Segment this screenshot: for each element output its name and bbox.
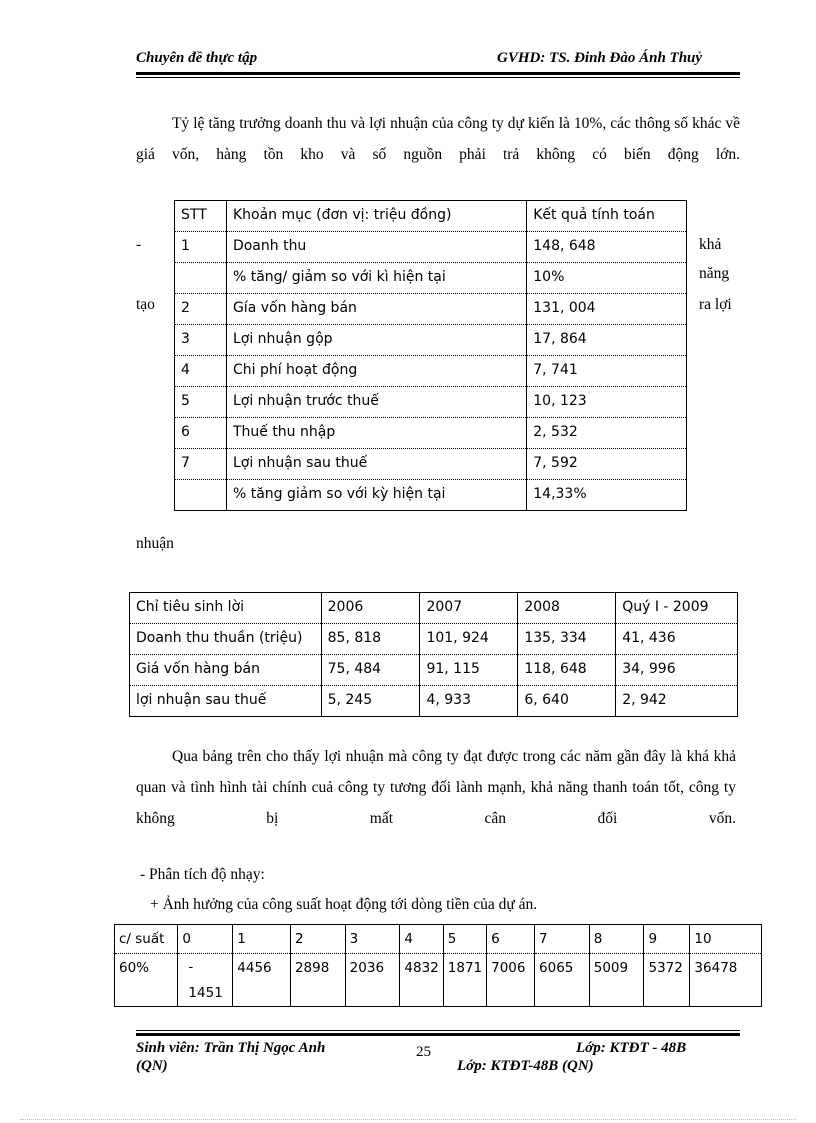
- table-cell: 6065: [535, 954, 590, 1007]
- intro-paragraph: Tỷ lệ tăng trưởng doanh thu và lợi nhuận của công ty dự kiến là 10%, các thông số khác về giá vốn, hàng tồn kho và số nguồn phải trả không có biến động lớn.: [136, 115, 740, 163]
- table-cell: 4, 933: [420, 686, 518, 717]
- table-cell: 41, 436: [616, 624, 738, 655]
- table-cell: 10%: [527, 263, 687, 294]
- table-row: [175, 418, 687, 449]
- table-cell: 7, 592: [527, 449, 687, 480]
- table-cell: 10, 123: [527, 387, 687, 418]
- table-cell: 131, 004: [527, 294, 687, 325]
- table-cell: % tăng/ giảm so với kì hiện tại: [226, 263, 526, 294]
- side-right-1: khả: [699, 236, 722, 253]
- table-cell: 6: [487, 925, 535, 954]
- table-cell: 7006: [487, 954, 535, 1007]
- table-cell: 75, 484: [321, 655, 420, 686]
- table-cell: 7: [175, 449, 227, 480]
- table-cell: Khoản mục (đơn vị: triệu đồng): [226, 201, 526, 232]
- footer-student: Sinh viên: Trần Thị Ngọc Anh: [136, 1040, 326, 1056]
- table-cell: [175, 263, 227, 294]
- forecast-table: [174, 200, 687, 511]
- table-cell: Lợi nhuận trước thuế: [226, 387, 526, 418]
- table-cell: - 1451: [178, 954, 233, 1007]
- table-cell: 2, 532: [527, 418, 687, 449]
- table-cell: 4: [175, 356, 227, 387]
- table-cell: Giá vốn hàng bán: [130, 655, 322, 686]
- table-cell: 2008: [518, 593, 616, 624]
- table-row: [175, 263, 687, 294]
- table-cell: 5: [443, 925, 486, 954]
- table-cell: 2: [175, 294, 227, 325]
- header-left: Chuyên đề thực tập: [136, 50, 258, 66]
- header-rule-thin: [136, 77, 740, 78]
- table-row: [175, 356, 687, 387]
- table-cell: 2: [290, 925, 345, 954]
- table-cell: % tăng giảm so với kỳ hiện tại: [226, 480, 526, 511]
- table-cell: 14,33%: [527, 480, 687, 511]
- table-cell: 5, 245: [321, 686, 420, 717]
- table-cell: Lợi nhuận gộp: [226, 325, 526, 356]
- footer-class-right: Lớp: KTĐT - 48B: [576, 1040, 687, 1056]
- table-header-row: [115, 925, 762, 954]
- table-cell: Chỉ tiêu sinh lời: [130, 593, 322, 624]
- table-row: [130, 686, 738, 717]
- table-cell: 3: [175, 325, 227, 356]
- table-cell: 60%: [115, 954, 178, 1007]
- sensitivity-heading: - Phân tích độ nhạy:: [140, 866, 265, 883]
- page-number: 25: [416, 1044, 431, 1060]
- table-row: [175, 387, 687, 418]
- table-row: [175, 325, 687, 356]
- table-cell: 1871: [443, 954, 486, 1007]
- table-cell: [175, 480, 227, 511]
- table-cell: 1: [233, 925, 291, 954]
- table-cell: 91, 115: [420, 655, 518, 686]
- side-right-3: ra lợi: [699, 296, 732, 313]
- table-row: [115, 954, 762, 1007]
- table-cell: 8: [589, 925, 644, 954]
- side-right-2: năng: [699, 265, 730, 282]
- table-cell: 17, 864: [527, 325, 687, 356]
- table-cell: 5009: [589, 954, 644, 1007]
- table-cell: Doanh thu: [226, 232, 526, 263]
- table-row: [175, 294, 687, 325]
- table-cell: 4456: [233, 954, 291, 1007]
- table-cell: 36478: [690, 954, 762, 1007]
- sensitivity-table: [114, 924, 762, 1007]
- table-cell: 5372: [644, 954, 690, 1007]
- table-cell: 2006: [321, 593, 420, 624]
- table-row: [130, 624, 738, 655]
- footer-student-cont: (QN): [136, 1058, 168, 1074]
- table-cell: 3: [345, 925, 400, 954]
- table-row: [130, 655, 738, 686]
- table-cell: 6, 640: [518, 686, 616, 717]
- table-cell: 2898: [290, 954, 345, 1007]
- table-cell: Kết quả tính toán: [527, 201, 687, 232]
- table-cell: 4832: [400, 954, 443, 1007]
- page-bottom-dotted: [20, 1119, 796, 1120]
- table-cell: 10: [690, 925, 762, 954]
- table-cell: 7: [535, 925, 590, 954]
- table-cell: c/ suất: [115, 925, 178, 954]
- table-cell: 4: [400, 925, 443, 954]
- table-cell: Doanh thu thuần (triệu): [130, 624, 322, 655]
- table-cell: 9: [644, 925, 690, 954]
- table-cell: 7, 741: [527, 356, 687, 387]
- table-cell: 101, 924: [420, 624, 518, 655]
- table-header-row: [130, 593, 738, 624]
- table-cell: Gía vốn hàng bán: [226, 294, 526, 325]
- table-cell: 5: [175, 387, 227, 418]
- profitability-table: [129, 592, 738, 717]
- table-row: [175, 449, 687, 480]
- table-row: [175, 480, 687, 511]
- table-cell: Chi phí hoạt động: [226, 356, 526, 387]
- side-after: nhuận: [136, 535, 174, 552]
- table-cell: 2036: [345, 954, 400, 1007]
- table-row: [175, 232, 687, 263]
- table-cell: STT: [175, 201, 227, 232]
- side-dash: -: [136, 236, 142, 253]
- header-right: GVHD: TS. Đinh Đào Ánh Thuỷ: [497, 50, 703, 66]
- conclusion-paragraph: Qua bảng trên cho thấy lợi nhuận mà công ty đạt được trong các năm gần đây là khá khả quan và tình hình tài chính cuả công ty tương đối lành mạnh, khả năng thanh toán tốt, công ty không bị mất cân đối vốn.: [136, 748, 736, 827]
- sensitivity-subheading: + Ảnh hưởng của công suất hoạt động tới dòng tiền của dự án.: [150, 896, 538, 913]
- table-cell: 2007: [420, 593, 518, 624]
- table-cell: 2, 942: [616, 686, 738, 717]
- table-header-row: [175, 201, 687, 232]
- table-cell: Lợi nhuận sau thuế: [226, 449, 526, 480]
- table-cell: 6: [175, 418, 227, 449]
- table-cell: 85, 818: [321, 624, 420, 655]
- footer-rule: [136, 1030, 740, 1031]
- table-cell: 135, 334: [518, 624, 616, 655]
- table-cell: lợi nhuận sau thuế: [130, 686, 322, 717]
- footer-rule-thick: [136, 1033, 740, 1036]
- table-cell: 1: [175, 232, 227, 263]
- side-left-3: tạo: [136, 296, 155, 313]
- footer-class-center: Lớp: KTĐT-48B (QN): [457, 1058, 594, 1074]
- table-cell: 34, 996: [616, 655, 738, 686]
- table-cell: Quý I - 2009: [616, 593, 738, 624]
- table-cell: 118, 648: [518, 655, 616, 686]
- table-cell: 148, 648: [527, 232, 687, 263]
- table-cell: Thuế thu nhập: [226, 418, 526, 449]
- table-cell: 0: [178, 925, 233, 954]
- header-rule: [136, 72, 740, 75]
